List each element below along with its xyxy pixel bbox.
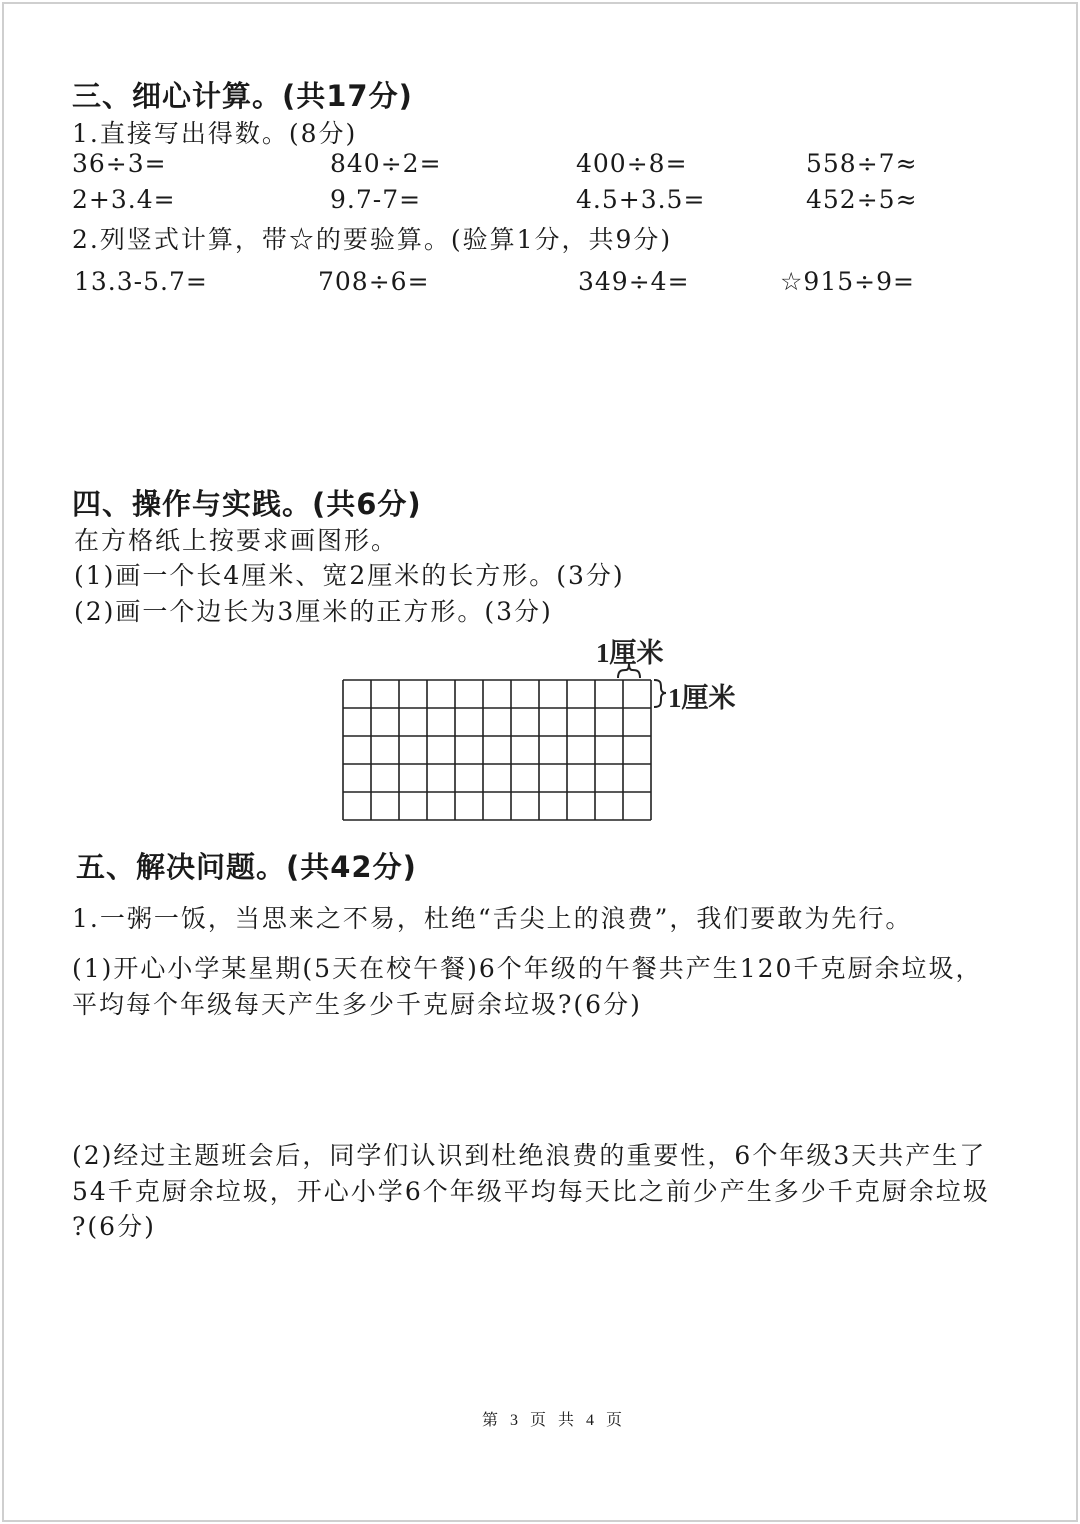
- vertical-calc-item: 708÷6=: [318, 267, 430, 296]
- section-3-title: 三、细心计算。(共17分): [72, 79, 413, 113]
- section-4-intro: 在方格纸上按要求画图形。: [74, 526, 399, 555]
- grid-paper: [342, 679, 654, 825]
- page-footer: 第 3 页 共 4 页: [482, 1412, 627, 1429]
- vertical-calc-item: 349÷4=: [578, 267, 690, 296]
- task-4-1: (1)画一个长4厘米、宽2厘米的长方形。(3分): [74, 561, 625, 590]
- calc-item: 452÷5≈: [806, 185, 918, 214]
- scale-label-right: 1厘米: [668, 683, 736, 713]
- problem-5-1-part2-line1: (2)经过主题班会后，同学们认识到杜绝浪费的重要性，6个年级3天共产生了: [72, 1141, 987, 1170]
- problem-5-1-part1-line2: 平均每个年级每天产生多少千克厨余垃圾?(6分): [72, 990, 642, 1019]
- calc-item: 400÷8=: [576, 149, 688, 178]
- question-3-2: 2.列竖式计算，带☆的要验算。(验算1分，共9分): [72, 225, 673, 254]
- vertical-calc-item: 13.3-5.7=: [74, 267, 208, 296]
- task-4-2: (2)画一个边长为3厘米的正方形。(3分): [74, 597, 553, 626]
- calc-item: 36÷3=: [72, 149, 167, 178]
- scale-label-top: 1厘米: [596, 638, 664, 668]
- section-4-title: 四、操作与实践。(共6分): [72, 487, 422, 521]
- right-brace-icon: [652, 679, 668, 709]
- vertical-calc-item: ☆915÷9=: [780, 267, 915, 296]
- calc-item: 4.5+3.5=: [576, 185, 706, 214]
- problem-5-1-part2-line3: ?(6分): [72, 1212, 156, 1241]
- calc-item: 2+3.4=: [72, 185, 176, 214]
- problem-5-1-intro: 1.一粥一饭，当思来之不易，杜绝“舌尖上的浪费”，我们要敢为先行。: [72, 904, 913, 933]
- grid-svg: [342, 679, 654, 821]
- question-3-1: 1.直接写出得数。(8分): [72, 119, 358, 148]
- calc-item: 840÷2=: [330, 149, 442, 178]
- top-brace-icon: [616, 660, 642, 680]
- calc-item: 558÷7≈: [806, 149, 918, 178]
- exam-page: [2, 2, 1078, 1522]
- problem-5-1-part1-line1: (1)开心小学某星期(5天在校午餐)6个年级的午餐共产生120千克厨余垃圾，: [72, 954, 983, 983]
- problem-5-1-part2-line2: 54千克厨余垃圾，开心小学6个年级平均每天比之前少产生多少千克厨余垃圾: [72, 1177, 990, 1206]
- calc-item: 9.7-7=: [330, 185, 422, 214]
- section-5-title: 五、解决问题。(共42分): [76, 850, 417, 884]
